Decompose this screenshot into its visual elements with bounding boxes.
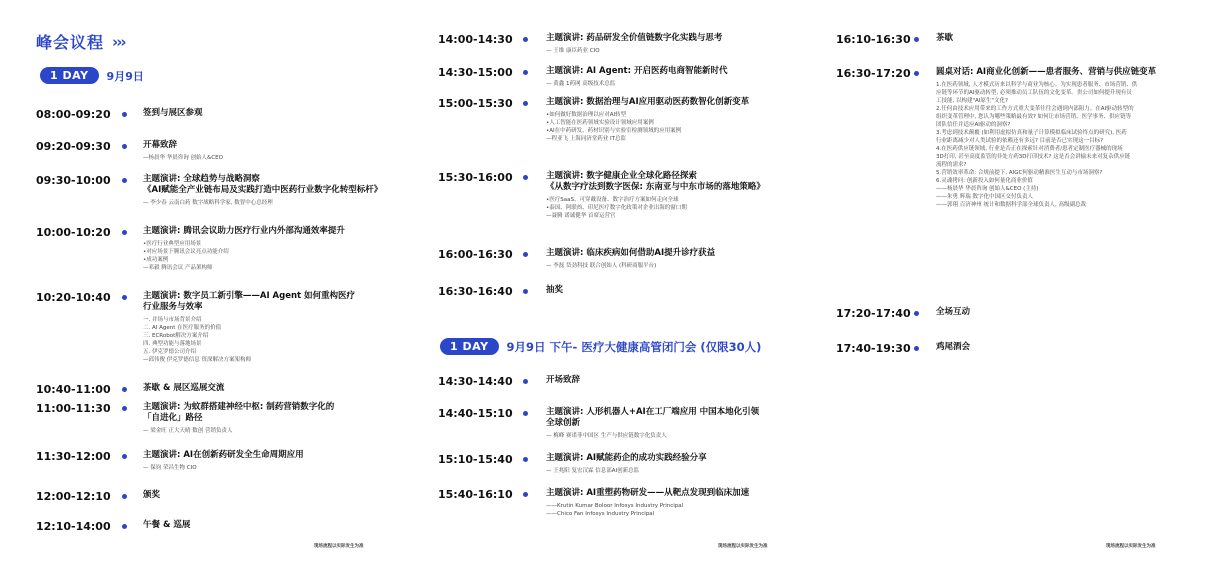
agenda-content xyxy=(546,407,759,440)
agenda-time: 12:00-12:10 xyxy=(36,490,111,503)
timeline-dot-icon xyxy=(914,311,919,316)
agenda-detail: 6.灵魂拷问: 创新投入如何量化商业价值 xyxy=(936,178,1033,184)
agenda-title: 主题演讲: AI重塑药物研发——从靶点发现到临床加速 xyxy=(546,488,750,498)
footnote: 现场流程以实际发生为准 xyxy=(1106,544,1156,549)
agenda-content xyxy=(546,171,765,220)
agenda-column-3 xyxy=(836,0,1206,572)
agenda-content xyxy=(143,450,304,472)
agenda-title: 主题演讲: 腾讯会议助力医疗行业内外部沟通效率提升 xyxy=(143,226,345,236)
agenda-detail: •人工智能在医药领域实验设计领域应用案例 xyxy=(546,120,654,126)
closed-session-title: 9月9日 下午- 医疗大健康高管闭门会 (仅限30人) xyxy=(506,339,762,354)
timeline-dot-icon xyxy=(122,230,127,235)
agenda-detail: •医疗行业典型应用场景 xyxy=(143,241,202,247)
agenda-title: 主题演讲: 临床疾病如何借助AI提升诊疗获益 xyxy=(546,248,716,258)
agenda-title: 圆桌对话: AI商业化创新——患者服务、营销与供应链变革 xyxy=(936,67,1157,77)
agenda-title: 主题演讲: AI在创新药研发全生命周期应用 xyxy=(143,450,304,460)
timeline-dot-icon xyxy=(122,112,127,117)
timeline-dot-icon xyxy=(122,295,127,300)
agenda-time: 14:30-15:00 xyxy=(438,66,513,79)
agenda-title: 主题演讲: 为蚊群搭建神经中枢: 制药营销数字化的 xyxy=(143,402,335,412)
agenda-title: 鸡尾酒会 xyxy=(936,342,971,352)
timeline-dot-icon xyxy=(523,379,528,384)
agenda-time: 14:30-14:40 xyxy=(438,375,513,388)
agenda-detail: 三. ECRobot解决方案介绍 xyxy=(143,333,209,339)
agenda-title: 行业服务与效率 xyxy=(143,302,203,312)
agenda-detail: 二. AI Agent 在医疗服务的价值 xyxy=(143,325,222,331)
agenda-detail: 应链等环节的AI驱动转型, 必须推动员工队伍的文化变革。贵公司如何提升现有员 xyxy=(936,90,1132,96)
agenda-detail: —邓毅 腾讯会议 产品架构师 xyxy=(143,265,213,271)
timeline-dot-icon xyxy=(914,346,919,351)
timeline-dot-icon xyxy=(523,175,528,180)
agenda-column-1 xyxy=(36,0,406,572)
agenda-content xyxy=(143,226,345,272)
timeline-dot-icon xyxy=(523,492,528,497)
agenda-time: 15:00-15:30 xyxy=(438,97,513,110)
agenda-detail: — 王维 康臣药业 CIO xyxy=(546,48,600,54)
timeline-dot-icon xyxy=(523,457,528,462)
agenda-content xyxy=(546,285,563,296)
agenda-time: 15:30-16:00 xyxy=(438,171,513,184)
timeline-dot-icon xyxy=(914,37,919,42)
agenda-detail: —程亚飞 上海同济堂药业 IT总监 xyxy=(546,136,626,142)
day-badge: 1 DAY xyxy=(40,67,99,84)
agenda-content xyxy=(143,108,203,119)
timeline-dot-icon xyxy=(523,101,528,106)
agenda-time: 16:10-16:30 xyxy=(836,33,911,46)
agenda-time: 14:00-14:30 xyxy=(438,33,513,46)
agenda-title: 主题演讲: 人形机器人+AI在工厂端应用 中国本地化引领 xyxy=(546,407,760,417)
agenda-title: 《AI赋能全产业链布局及实践打造中医药行业数字化转型标杆》 xyxy=(143,185,383,195)
agenda-detail: 4.在医药供应链领域, 行业是否正在探索针对消费者/患者定制医疗器械的现场 xyxy=(936,146,1123,152)
agenda-content xyxy=(143,520,190,531)
day-date: 9月9日 xyxy=(106,69,144,83)
page-title: 峰会议程 xyxy=(36,33,105,52)
agenda-detail: — 保钧 荣昌生物 CIO xyxy=(143,465,197,471)
agenda-title: 主题演讲: 全球趋势与战略洞察 xyxy=(143,174,260,184)
agenda-content xyxy=(936,342,970,353)
agenda-content xyxy=(936,307,970,318)
agenda-time: 11:00-11:30 xyxy=(36,402,111,415)
agenda-detail: —杨晨华 华晨咨询 创始人&CEO xyxy=(143,155,223,161)
agenda-column-2 xyxy=(438,0,808,572)
agenda-content xyxy=(546,66,727,88)
agenda-detail: 行业距离减少对人类试验的依赖还有多远? 目前是否已实现这一目标? xyxy=(936,138,1104,144)
agenda-content xyxy=(143,490,160,501)
agenda-title: 签到与展区参观 xyxy=(143,108,203,118)
agenda-time: 09:30-10:00 xyxy=(36,174,111,187)
agenda-detail: — 李磊 岱劲科技 联合创始人 (科研商服平台) xyxy=(546,263,657,269)
agenda-detail: 工技能, 以构建"AI原生"文化? xyxy=(936,98,1008,104)
timeline-dot-icon xyxy=(122,144,127,149)
agenda-content xyxy=(546,375,580,386)
chevrons-icon: ››› xyxy=(112,32,125,51)
agenda-time: 10:20-10:40 xyxy=(36,291,111,304)
agenda-time: 10:00-10:20 xyxy=(36,226,111,239)
agenda-time: 17:20-17:40 xyxy=(836,307,911,320)
timeline-dot-icon xyxy=(122,524,127,529)
agenda-detail: 五. 伊克罗德公司介绍 xyxy=(143,349,196,355)
agenda-detail: 3.考虑到技术颠覆 (如利用虚拟仿真和量子计算模拟临床试验终点的研究), 医药 xyxy=(936,130,1127,136)
agenda-detail: ——Chico Fan Infosys Industry Principal xyxy=(546,511,655,517)
agenda-detail: •AI在中药研发、药材识别与实验室检测领域的应用案例 xyxy=(546,128,682,134)
day-badge: 1 DAY xyxy=(440,338,499,355)
agenda-time: 14:40-15:10 xyxy=(438,407,513,420)
timeline-dot-icon xyxy=(523,411,528,416)
agenda-title: 开幕致辞 xyxy=(143,140,178,150)
agenda-title: 主题演讲: 数字员工新引擎——AI Agent 如何重构医疗 xyxy=(143,291,356,301)
timeline-dot-icon xyxy=(523,70,528,75)
agenda-content xyxy=(143,402,334,435)
agenda-detail: — 李少春 云南白药 数字战略科学家, 数智中心总经理 xyxy=(143,200,273,206)
agenda-title: 主题演讲: 药品研发全价值链数字化实践与思考 xyxy=(546,33,723,43)
agenda-time: 17:40-19:30 xyxy=(836,342,911,355)
agenda-title: 茶歇 & 展区巡展交流 xyxy=(143,383,225,393)
agenda-title: 抽奖 xyxy=(546,285,564,295)
agenda-title: 主题演讲: 数据治理与AI应用驱动医药数智化创新变革 xyxy=(546,97,750,107)
agenda-detail: 一. 并场与市场背景介绍 xyxy=(143,317,202,323)
agenda-content xyxy=(936,67,1156,209)
timeline-dot-icon xyxy=(523,289,528,294)
agenda-content xyxy=(143,140,223,162)
agenda-detail: ——朱勇 辉瑞 数字化中国区交付负责人 xyxy=(936,194,1033,200)
agenda-content xyxy=(936,33,953,44)
agenda-detail: — 黄鑫 1药网 高级技术总监 xyxy=(546,81,616,87)
agenda-title: 「自进化」路径 xyxy=(143,413,203,423)
agenda-content xyxy=(143,383,224,394)
day-header xyxy=(40,67,144,84)
agenda-time: 16:30-16:40 xyxy=(438,285,513,298)
agenda-content xyxy=(546,488,749,518)
footnote: 现场流程以实际发生为准 xyxy=(314,544,364,549)
agenda-detail: ——Krutin Kumar Boloor Infosys Industry Principal xyxy=(546,503,684,509)
agenda-content xyxy=(546,453,707,475)
agenda-time: 08:00-09:20 xyxy=(36,108,111,121)
agenda-title: 全球创新 xyxy=(546,418,581,428)
timeline-dot-icon xyxy=(523,252,528,257)
agenda-time: 16:30-17:20 xyxy=(836,67,911,80)
agenda-title: 《从数字疗法到数字医保: 东南亚与中东市场的落地策略》 xyxy=(546,182,765,192)
timeline-dot-icon xyxy=(914,71,919,76)
agenda-detail: 组织变革管理中, 您认为哪些策略最有效? 如何让市场营销、医学事务、供应链等 xyxy=(936,114,1132,120)
agenda-title: 开场致辞 xyxy=(546,375,581,385)
agenda-content xyxy=(546,33,722,55)
agenda-detail: 四. 典型功能与落地场景 xyxy=(143,341,202,347)
agenda-content xyxy=(143,174,382,207)
agenda-time: 12:10-14:00 xyxy=(36,520,111,533)
agenda-time: 16:00-16:30 xyxy=(438,248,513,261)
agenda-title: 颁奖 xyxy=(143,490,161,500)
agenda-time: 15:10-15:40 xyxy=(438,453,513,466)
agenda-detail: —邱伟俊 伊克罗德信息 资深解决方案架构师 xyxy=(143,357,251,363)
footnote: 现场流程以实际发生为准 xyxy=(718,544,768,549)
agenda-content xyxy=(546,248,715,270)
agenda-title: 主题演讲: AI Agent: 开启医药电商智能新时代 xyxy=(546,66,728,76)
agenda-detail: — 梁金旺 正大天晴 数创 营销负责人 xyxy=(143,428,233,434)
timeline-dot-icon xyxy=(122,454,127,459)
agenda-title: 主题演讲: 数字健康企业全球化路径探索 xyxy=(546,171,697,181)
timeline-dot-icon xyxy=(122,387,127,392)
agenda-time: 11:30-12:00 xyxy=(36,450,111,463)
agenda-title: 全场互动 xyxy=(936,307,971,317)
agenda-time: 15:40-16:10 xyxy=(438,488,513,501)
agenda-detail: — 王兆阳 复宏汉霖 信息部AI创新总监 xyxy=(546,468,640,474)
agenda-detail: •医疗SaaS、可穿戴设备、数字治疗方案如何走向全球 xyxy=(546,197,679,203)
agenda-time: 10:40-11:00 xyxy=(36,383,111,396)
closed-session-header xyxy=(440,338,761,355)
agenda-detail: •泰国、阿联酋、印尼医疗数字化政策对企业出海的窗口期 xyxy=(546,205,687,211)
agenda-detail: — 梅峰 赛诺菲中国区 生产与供应链数字化负责人 xyxy=(546,433,667,439)
timeline-dot-icon xyxy=(122,178,127,183)
agenda-content xyxy=(546,97,749,143)
agenda-content xyxy=(143,291,355,364)
agenda-detail: 1.在医药领域, 人才模式历来以科学与商业为核心。为实现患者服务、市场营销、供 xyxy=(936,82,1138,88)
agenda-detail: •成功案例 xyxy=(143,257,169,263)
agenda-detail: •对应场景下腾讯会议亮点功能介绍 xyxy=(143,249,229,255)
agenda-detail: 5.营销效率革命: 合规前提下, AIGC何驱动精准医生互动与市场洞察? xyxy=(936,170,1103,176)
agenda-title: 主题演讲: AI赋能药企的成功实践经验分享 xyxy=(546,453,707,463)
agenda-title: 茶歇 xyxy=(936,33,954,43)
agenda-detail: 团队信任并适应AI驱动的洞察? xyxy=(936,122,1011,128)
agenda-detail: •如何做好数据治理以应对AI转型 xyxy=(546,112,627,118)
agenda-detail: ——杨晨华 华晨咨询 创始人&CEO (主持) xyxy=(936,186,1039,192)
timeline-dot-icon xyxy=(122,494,127,499)
timeline-dot-icon xyxy=(122,406,127,411)
agenda-time: 09:20-09:30 xyxy=(36,140,111,153)
agenda-header xyxy=(36,30,125,53)
agenda-detail: —聂腾 诺诚健华 首席运营官 xyxy=(546,213,616,219)
agenda-detail: ——郭翔 百济神州 统计和数据科学部全球负责人, 高级副总裁 xyxy=(936,202,1086,208)
agenda-title: 午餐 & 巡展 xyxy=(143,520,191,530)
agenda-detail: 3D打印, 甚至高度监管的非处方药3D打印技术? 这是否会讲输未来对复杂供应链 xyxy=(936,154,1131,160)
agenda-detail: 2.任何由技术应用带来的工作方式重大变革往往会遇到内部阻力。在AI驱动转型的 xyxy=(936,106,1134,112)
agenda-detail: 流程的需求? xyxy=(936,162,967,168)
timeline-dot-icon xyxy=(523,37,528,42)
